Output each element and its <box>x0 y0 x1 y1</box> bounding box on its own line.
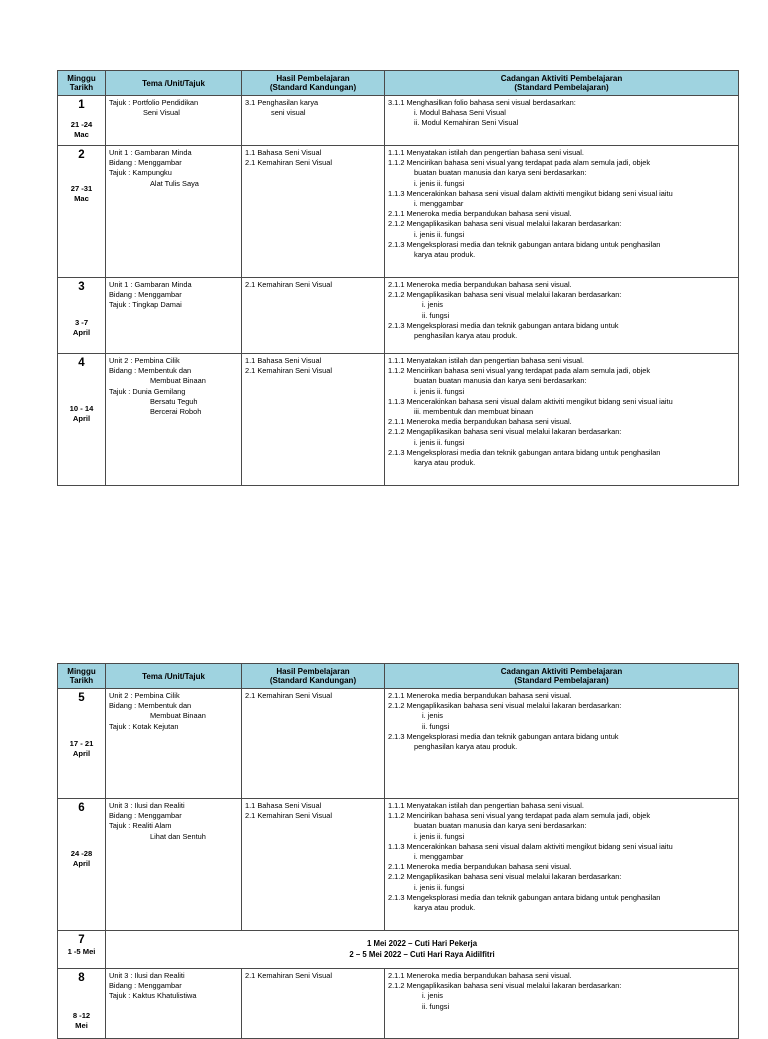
header-text: (Standard Pembelajaran) <box>514 676 609 685</box>
hasil-line: 2.1 Kemahiran Seni Visual <box>245 691 332 700</box>
aktiviti-line: 1.1.2 Mencirikan bahasa seni visual yang terdapat pada alam semula jadi, objek <box>388 158 651 168</box>
tema-cell <box>106 689 242 799</box>
aktiviti-line: penghasilan karya atau produk. <box>414 742 518 752</box>
tema-line: Seni Visual <box>143 108 180 118</box>
week-cell <box>58 146 106 278</box>
aktiviti-line: 1.1.3 Mencerakinkan bahasa seni visual dalam aktiviti mengikut bidang seni visual iaitu <box>388 841 673 851</box>
schedule-table-2 <box>57 663 738 1039</box>
hasil-line: seni visual <box>271 108 306 118</box>
table-row <box>58 799 739 931</box>
header-row <box>58 664 739 689</box>
header-minggu <box>58 71 106 96</box>
aktiviti-line: 2.1.2 Mengaplikasikan bahasa seni visual melalui lakaran berdasarkan: <box>388 427 622 437</box>
week-dates: 21 -24 <box>70 120 93 129</box>
header-text: Cadangan Aktiviti Pembelajaran <box>500 667 623 676</box>
tema-cell <box>106 278 242 354</box>
aktiviti-line: 3.1.1 Menghasilkan folio bahasa seni visual berdasarkan: <box>388 98 576 107</box>
aktiviti-line: ii. fungsi <box>422 721 450 731</box>
hasil-line: 1.1 Bahasa Seni Visual <box>245 801 322 810</box>
aktiviti-cell <box>385 969 739 1039</box>
aktiviti-line: karya atau produk. <box>414 903 476 913</box>
hasil-line: 3.1 Penghasilan karya <box>245 98 319 107</box>
header-aktiviti <box>385 664 739 689</box>
hasil-line: 2.1 Kemahiran Seni Visual <box>245 158 332 168</box>
table-row <box>58 278 739 354</box>
header-text: Minggu <box>67 667 96 676</box>
tema-line: Tajuk : Dunia Gemilang <box>109 386 186 396</box>
header-hasil <box>242 664 385 689</box>
holiday-line: 1 Mei 2022 – Cuti Hari Pekerja <box>366 939 478 949</box>
week-number: 5 <box>78 692 85 704</box>
aktiviti-line: i. jenis ii. fungsi <box>414 437 465 447</box>
tema-line: Tajuk : Kaktus Khatulistiwa <box>109 991 197 1001</box>
header-aktiviti <box>385 71 739 96</box>
tema-line: Bidang : Menggambar <box>109 981 182 991</box>
week-cell <box>58 969 106 1039</box>
header-text: Tarikh <box>69 676 94 685</box>
holiday-cell <box>106 931 739 969</box>
header-text: Hasil Pembelajaran <box>276 667 350 676</box>
week-number: 1 <box>78 99 85 111</box>
table <box>57 70 739 486</box>
aktiviti-line: karya atau produk. <box>414 458 476 468</box>
aktiviti-line: 2.1.3 Mengeksplorasi media dan teknik gabungan antara bidang untuk penghasilan <box>388 239 661 249</box>
table-row <box>58 354 739 486</box>
header-tema <box>106 664 242 689</box>
table-row <box>58 689 739 799</box>
aktiviti-line: 2.1.2 Mengaplikasikan bahasa seni visual melalui lakaran berdasarkan: <box>388 290 622 300</box>
week-dates: April <box>72 859 91 868</box>
week-dates: April <box>72 328 91 337</box>
header-text: (Standard Pembelajaran) <box>514 83 609 92</box>
header-text: Tarikh <box>69 83 94 92</box>
aktiviti-line: karya atau produk. <box>414 250 476 260</box>
hasil-line: 2.1 Kemahiran Seni Visual <box>245 280 332 289</box>
hasil-line: 2.1 Kemahiran Seni Visual <box>245 971 332 980</box>
week-dates: April <box>72 414 91 423</box>
aktiviti-line: i. jenis ii. fungsi <box>414 178 465 188</box>
hasil-cell <box>242 969 385 1039</box>
hasil-cell <box>242 146 385 278</box>
tema-line: Bersatu Teguh <box>150 396 198 406</box>
aktiviti-line: i. jenis <box>422 991 443 1001</box>
header-text: Tema /Unit/Tajuk <box>142 78 205 88</box>
aktiviti-line: 1.1.2 Mencirikan bahasa seni visual yang terdapat pada alam semula jadi, objek <box>388 366 651 376</box>
week-dates: 8 -12 <box>72 1011 91 1020</box>
aktiviti-line: 2.1.1 Meneroka media berpandukan bahasa seni visual. <box>388 417 572 427</box>
header-minggu <box>58 664 106 689</box>
header-text: Tema /Unit/Tajuk <box>142 671 205 681</box>
tema-line: Tajuk : Portfolio Pendidikan <box>109 98 199 107</box>
header-text: Hasil Pembelajaran <box>276 74 350 83</box>
tema-line: Bercerai Roboh <box>150 407 202 417</box>
tema-cell <box>106 146 242 278</box>
aktiviti-line: 2.1.3 Mengeksplorasi media dan teknik gabungan antara bidang untuk penghasilan <box>388 447 661 457</box>
holiday-line: 2 – 5 Mei 2022 – Cuti Hari Raya Aidilfitri <box>349 949 495 959</box>
tema-line: Tajuk : Kotak Kejutan <box>109 721 179 731</box>
aktiviti-line: 2.1.1 Meneroka media berpandukan bahasa seni visual. <box>388 280 572 289</box>
tema-cell <box>106 354 242 486</box>
week-cell <box>58 354 106 486</box>
week-number: 4 <box>78 357 85 369</box>
hasil-cell <box>242 278 385 354</box>
week-cell <box>58 278 106 354</box>
week-cell <box>58 689 106 799</box>
aktiviti-line: i. jenis ii. fungsi <box>414 229 465 239</box>
hasil-line: 2.1 Kemahiran Seni Visual <box>245 366 332 376</box>
tema-line: Unit 2 : Pembina Cilik <box>109 356 180 365</box>
week-dates: April <box>72 749 91 758</box>
week-dates: 3 -7 <box>74 318 89 327</box>
aktiviti-line: 2.1.2 Mengaplikasikan bahasa seni visual melalui lakaran berdasarkan: <box>388 872 622 882</box>
aktiviti-line: ii. fungsi <box>422 310 450 320</box>
tema-line: Tajuk : Realiti Alam <box>109 821 172 831</box>
holiday-row <box>58 931 739 969</box>
header-text: (Standard Kandungan) <box>269 676 357 685</box>
tema-line: Tajuk : Tingkap Damai <box>109 300 182 310</box>
aktiviti-line: buatan buatan manusia dan karya seni berdasarkan: <box>414 821 587 831</box>
schedule-table-1 <box>57 70 738 486</box>
aktiviti-line: i. jenis <box>422 300 443 310</box>
aktiviti-line: i. menggambar <box>414 852 464 862</box>
aktiviti-line: penghasilan karya atau produk. <box>414 331 518 341</box>
week-dates: Mac <box>74 130 89 139</box>
aktiviti-line: 1.1.1 Menyatakan istilah dan pengertian bahasa seni visual. <box>388 801 584 810</box>
aktiviti-line: ii. Modul Kemahiran Seni Visual <box>414 118 519 128</box>
tema-line: Bidang : Membentuk dan <box>109 701 192 711</box>
tema-line: Membuat Binaan <box>150 376 206 386</box>
aktiviti-cell <box>385 278 739 354</box>
aktiviti-line: 2.1.2 Mengaplikasikan bahasa seni visual melalui lakaran berdasarkan: <box>388 219 622 229</box>
week-number: 8 <box>78 972 85 984</box>
aktiviti-cell <box>385 146 739 278</box>
aktiviti-cell <box>385 799 739 931</box>
tema-line: Unit 3 : Ilusi dan Realiti <box>109 801 185 810</box>
aktiviti-cell <box>385 689 739 799</box>
hasil-cell <box>242 96 385 146</box>
aktiviti-line: 2.1.1 Meneroka media berpandukan bahasa seni visual. <box>388 971 572 980</box>
tema-line: Membuat Binaan <box>150 711 206 721</box>
aktiviti-line: buatan buatan manusia dan karya seni berdasarkan: <box>414 168 587 178</box>
aktiviti-line: ii. fungsi <box>422 1001 450 1011</box>
aktiviti-line: i. jenis <box>422 711 443 721</box>
aktiviti-line: 2.1.1 Meneroka media berpandukan bahasa seni visual. <box>388 691 572 700</box>
tema-line: Bidang : Membentuk dan <box>109 366 192 376</box>
tema-line: Alat Tulis Saya <box>150 178 199 188</box>
aktiviti-line: 2.1.2 Mengaplikasikan bahasa seni visual melalui lakaran berdasarkan: <box>388 701 622 711</box>
tema-cell <box>106 969 242 1039</box>
header-text: Cadangan Aktiviti Pembelajaran <box>500 74 623 83</box>
table-row <box>58 146 739 278</box>
hasil-cell <box>242 354 385 486</box>
aktiviti-line: 1.1.3 Mencerakinkan bahasa seni visual dalam aktiviti mengikut bidang seni visual iaitu <box>388 188 673 198</box>
week-number: 3 <box>78 281 85 293</box>
header-row <box>58 71 739 96</box>
header-text: Minggu <box>67 74 96 83</box>
tema-line: Unit 1 : Gambaran Minda <box>109 280 192 289</box>
week-number: 7 <box>78 934 85 946</box>
week-dates: 17 - 21 <box>69 739 94 748</box>
tema-line: Lihat dan Sentuh <box>150 831 206 841</box>
hasil-cell <box>242 799 385 931</box>
header-tema <box>106 71 242 96</box>
week-cell <box>58 799 106 931</box>
tema-line: Unit 1 : Gambaran Minda <box>109 148 192 157</box>
tema-cell <box>106 799 242 931</box>
aktiviti-line: 1.1.3 Mencerakinkan bahasa seni visual dalam aktiviti mengikut bidang seni visual iaitu <box>388 396 673 406</box>
hasil-line: 1.1 Bahasa Seni Visual <box>245 356 322 365</box>
tema-line: Tajuk : Kampungku <box>109 168 172 178</box>
aktiviti-cell <box>385 96 739 146</box>
hasil-cell <box>242 689 385 799</box>
week-dates: 10 - 14 <box>69 404 94 413</box>
week-dates: Mei <box>75 1021 88 1030</box>
aktiviti-line: i. jenis ii. fungsi <box>414 882 465 892</box>
tema-line: Unit 2 : Pembina Cilik <box>109 691 180 700</box>
table <box>57 663 739 1039</box>
aktiviti-line: 2.1.3 Mengeksplorasi media dan teknik gabungan antara bidang untuk <box>388 320 619 330</box>
aktiviti-line: buatan buatan manusia dan karya seni berdasarkan: <box>414 376 587 386</box>
aktiviti-line: iii. membentuk dan membuat binaan <box>414 407 534 417</box>
week-cell <box>58 931 106 969</box>
hasil-line: 1.1 Bahasa Seni Visual <box>245 148 322 157</box>
tema-cell <box>106 96 242 146</box>
header-text: (Standard Kandungan) <box>269 83 357 92</box>
aktiviti-line: 2.1.3 Mengeksplorasi media dan teknik gabungan antara bidang untuk penghasilan <box>388 892 661 902</box>
week-dates: 27 -31 <box>70 184 93 193</box>
aktiviti-line: i. Modul Bahasa Seni Visual <box>414 108 506 118</box>
aktiviti-line: 1.1.2 Mencirikan bahasa seni visual yang terdapat pada alam semula jadi, objek <box>388 811 651 821</box>
week-number: 6 <box>78 802 85 814</box>
tema-line: Unit 3 : Ilusi dan Realiti <box>109 971 185 980</box>
header-hasil <box>242 71 385 96</box>
aktiviti-line: 2.1.2 Mengaplikasikan bahasa seni visual melalui lakaran berdasarkan: <box>388 981 622 991</box>
table-row <box>58 96 739 146</box>
aktiviti-line: 1.1.1 Menyatakan istilah dan pengertian bahasa seni visual. <box>388 148 584 157</box>
aktiviti-line: 2.1.1 Meneroka media berpandukan bahasa seni visual. <box>388 209 572 219</box>
hasil-line: 2.1 Kemahiran Seni Visual <box>245 811 332 821</box>
week-cell <box>58 96 106 146</box>
aktiviti-line: i. menggambar <box>414 199 464 209</box>
week-dates: Mac <box>74 194 89 203</box>
aktiviti-line: i. jenis ii. fungsi <box>414 831 465 841</box>
aktiviti-line: 2.1.1 Meneroka media berpandukan bahasa seni visual. <box>388 862 572 872</box>
aktiviti-line: i. jenis ii. fungsi <box>414 386 465 396</box>
week-number: 2 <box>78 149 85 161</box>
aktiviti-cell <box>385 354 739 486</box>
table-row <box>58 969 739 1039</box>
aktiviti-line: 2.1.3 Mengeksplorasi media dan teknik gabungan antara bidang untuk <box>388 731 619 741</box>
tema-line: Bidang : Menggambar <box>109 811 182 821</box>
week-dates: 1 -5 Mei <box>67 947 96 956</box>
week-dates: 24 -28 <box>70 849 93 858</box>
tema-line: Bidang : Menggambar <box>109 158 182 168</box>
tema-line: Bidang : Menggambar <box>109 290 182 300</box>
aktiviti-line: 1.1.1 Menyatakan istilah dan pengertian bahasa seni visual. <box>388 356 584 365</box>
